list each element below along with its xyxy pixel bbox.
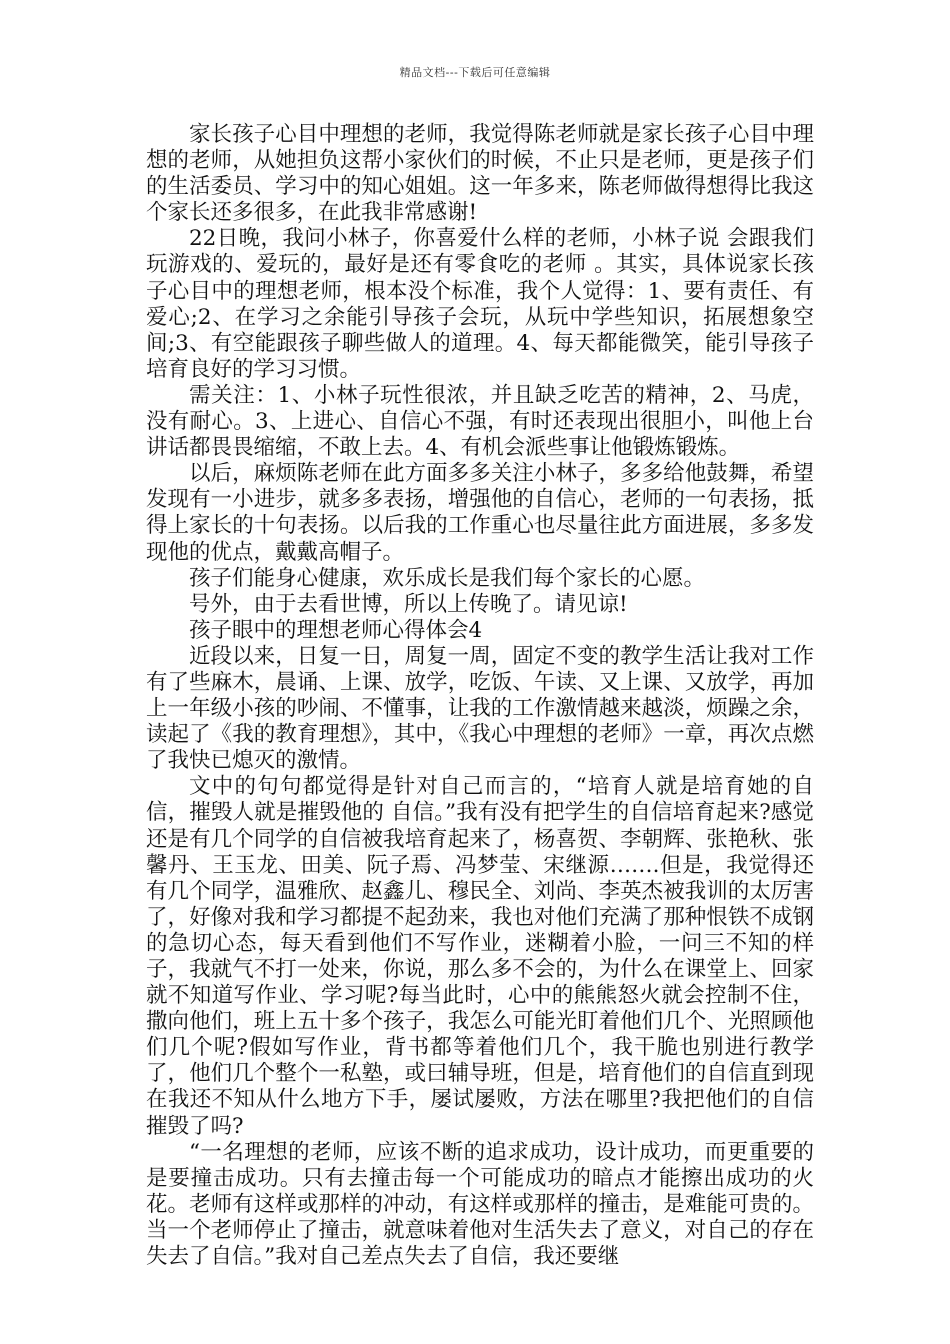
section-title: 孩子眼中的理想老师心得体会4 bbox=[189, 617, 483, 643]
paragraph: 22日晚，我问小林子，你喜爱什么样的老师，小林子说 会跟我们玩游戏的、爱玩的，最好是还有零食吃的老师 。其实，具体说家长孩子心目中的理想老师，根本没个标准，我个人觉得：1、要有责任、有爱心;2、在学习之余能引导孩子会玩，从玩中学些知识，拓展想象空间;3、有空能跟孩子聊些做人的道理。4、每天都能微笑，能引导孩子培育良好的学习习惯。 bbox=[146, 226, 814, 382]
paragraph: “一名理想的老师，应该不断的追求成功，设计成功，而更重要的是要撞击成功。只有去撞击每一个可能成功的暗点才能擦出成功的火花。老师有这样或那样的冲动，有这样或那样的撞击，是难能可贵的。当一个老师停止了撞击，就意味着他对生活失去了意义，对自己的存在失去了自信。”我对自己差点失去了自信，我还要继 bbox=[146, 1139, 814, 1270]
paragraph: 文中的句句都觉得是针对自己而言的，“培育人就是培育她的自信，摧毁人就是摧毁他的 自信。”我有没有把学生的自信培育起来?感觉还是有几个同学的自信被我培育起来了，杨喜贺、李朝辉、张艳秋、张馨丹、王玉龙、田美、阮子焉、冯梦莹、宋继源…….但是，我觉得还有几个同学，温雅欣、赵鑫儿、穆民全、刘尚、李英杰被我训的太厉害了，好像对我和学习都提不起劲来，我也对他们充满了那种恨铁不成钢的急切心态，每天看到他们不写作业，迷糊着小脸，一问三不知的样子，我就气不打一处来，你说，那么多不会的，为什么在课堂上、回家就不知道写作业、学习呢?每当此时，心中的熊熊怒火就会控制不住，撒向他们，班上五十多个孩子，我怎么可能光盯着他们几个、光照顾他们几个呢?假如写作业，背书都等着他们几个，我干脆也别进行教学了，他们几个整个一私塾，或曰辅导班，但是，培育他们的自信直到现在我还不知从什么地方下手，屡试屡败，方法在哪里?我把他们的自信摧毁了吗? bbox=[146, 774, 814, 1139]
paragraph: 需关注：1、小林子玩性很浓，并且缺乏吃苦的精神，2、马虎，没有耐心。3、上进心、自信心不强，有时还表现出很胆小，叫他上台讲话都畏畏缩缩，不敢上去。4、有机会派些事让他锻炼锻炼。 bbox=[146, 382, 814, 461]
paragraph: 近段以来，日复一日，周复一周，固定不变的教学生活让我对工作有了些麻木，晨诵、上课、放学，吃饭、午读、又上课、又放学，再加上一年级小孩的吵闹、不懂事，让我的工作激情越来越淡，烦躁之余，读起了《我的教育理想》，其中，《我心中理想的老师》一章，再次点燃了我快已熄灭的激情。 bbox=[146, 643, 814, 774]
paragraph: 孩子们能身心健康，欢乐成长是我们每个家长的心愿。 bbox=[189, 565, 706, 591]
page-header: 精品文档---下载后可任意编辑 bbox=[399, 66, 551, 79]
paragraph: 以后，麻烦陈老师在此方面多多关注小林子，多多给他鼓舞，希望发现有一小进步，就多多表扬，增强他的自信心，老师的一句表扬，抵得上家长的十句表扬。以后我的工作重心也尽量往此方面进展，多多发现他的优点，戴戴高帽子。 bbox=[146, 461, 814, 565]
paragraph: 号外，由于去看世博，所以上传晚了。请见谅! bbox=[189, 591, 628, 617]
paragraph: 家长孩子心目中理想的老师，我觉得陈老师就是家长孩子心目中理想的老师，从她担负这帮小家伙们的时候，不止只是老师，更是孩子们的生活委员、学习中的知心姐姐。这一年多来，陈老师做得想得比我这个家长还多很多，在此我非常感谢! bbox=[146, 122, 814, 226]
document-body bbox=[146, 122, 814, 1270]
